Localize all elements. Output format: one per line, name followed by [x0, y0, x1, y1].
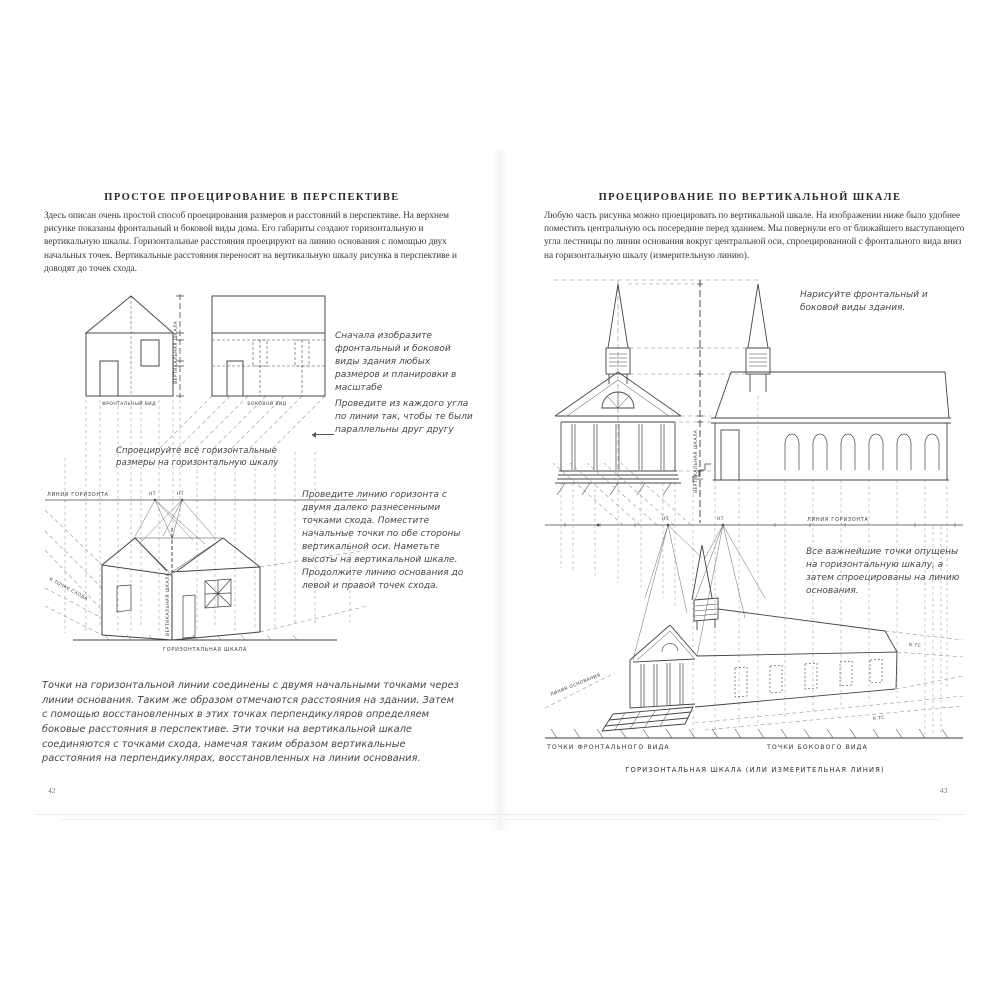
vertical-scale-top-label: ВЕРТИКАЛЬНАЯ ШКАЛА	[174, 320, 179, 384]
front-view-label: ФРОНТАЛЬНЫЙ ВИД	[102, 402, 156, 407]
page-edge-line-2	[60, 819, 940, 820]
left-nt-left-label: НТ	[149, 492, 156, 497]
right-rotation-diagonals	[553, 463, 691, 525]
left-perspective-house	[102, 538, 260, 640]
left-note-horizon: Проведите линию горизонта с двумя далеко разнесенными точками схода. Поместите начальные точки по обе стороны вертикальной оси. Наметьте высоты на вертикальной шкале. Продолжите линию основания до левой и правой точек схода.	[302, 490, 464, 592]
left-page-title: ПРОСТОЕ ПРОЕЦИРОВАНИЕ В ПЕРСПЕКТИВЕ	[104, 192, 400, 203]
left-nt-right-label: НТ	[177, 492, 184, 497]
base-line-label: ЛИНИЯ ОСНОВАНИЯ	[549, 673, 602, 698]
to-vanishing-point-label: К ТОЧКЕ СХОДА	[48, 577, 89, 602]
left-note-parallel-lines: Проведите из каждого угла по линии так, чтобы те были параллельны друг другу	[335, 399, 473, 436]
right-nt-left-label: НТ	[662, 517, 669, 522]
side-view-label: БОКОВОЙ ВИД	[247, 402, 287, 407]
left-page-intro: Здесь описан очень простой способ проецирования размеров и расстояний в перспективе. На верхнем рисунке показаны фронтальный и боковой виды дома. Его габариты создают горизонтальную и вертикальную шкалы. Горизонтальные расстояния проецируют на линию основания с помощью двух начальных точек. Вертикальные расстояния переносят на вертикальную шкалу рисунка в перспективе и доводят до точек схода.	[44, 211, 457, 274]
to-vp-label-lower: К ТС	[872, 715, 886, 722]
left-front-view-house	[86, 296, 173, 396]
left-page-footer: Точки на горизонтальной линии соединены с двумя начальными точками через линии основания. Таким же образом отмечаются расстояния на здании. Затем с помощью восстановленных в этих точках перпендикуляров определяем боковые расстояния в перспективе. Эти точки на вертикальной шкале соединяются с точками схода, намечая таким образом вертикальные расстояния на перпендикулярах, восстановленных на линии основания.	[42, 680, 459, 765]
left-horizontal-scale-label: ГОРИЗОНТАЛЬНАЯ ШКАЛА	[162, 647, 248, 653]
side-view-points-label: ТОЧКИ БОКОВОГО ВИДА	[767, 744, 868, 751]
right-horizon-label: ЛИНИЯ ГОРИЗОНТА	[807, 517, 869, 523]
right-vanishing-lines	[545, 631, 963, 730]
front-view-points-label: ТОЧКИ ФРОНТАЛЬНОГО ВИДА	[547, 744, 670, 751]
right-vertical-scale-label: ВЕРТИКАЛЬНАЯ ШКАЛА	[694, 429, 699, 493]
page-gutter	[492, 150, 508, 830]
right-nt-right-label: НТ	[717, 517, 724, 522]
right-note-points-dropped: Все важнейшие точки опущены на горизонтальную шкалу, а затем спроецированы на линию основания.	[806, 547, 960, 597]
left-horizon-label: ЛИНИЯ ГОРИЗОНТА	[47, 492, 109, 498]
left-starting-point-rays	[133, 500, 215, 544]
right-page-number: 43	[940, 786, 948, 795]
right-diagram-vertical-scale-projection	[545, 268, 965, 780]
left-diagonal-projection-lines	[160, 396, 325, 448]
right-horizontal-scale-label: ГОРИЗОНТАЛЬНАЯ ШКАЛА (ИЛИ ИЗМЕРИТЕЛЬНАЯ ЛИНИЯ)	[625, 766, 885, 774]
left-page-number: 42	[48, 786, 56, 795]
left-note-project-sizes: Спроецируйте все горизонтальные размеры на горизонтальную шкалу	[116, 446, 279, 469]
left-note-draw-views: Сначала изобразите фронтальный и боковой виды здания любых размеров и планировки в масштабе	[335, 331, 457, 394]
right-horizontal-projection-lines	[628, 284, 745, 471]
right-note-draw-views: Нарисуйте фронтальный и боковой виды здания.	[800, 290, 928, 314]
perspective-vertical-scale-label: ВЕРТИКАЛЬНАЯ ШКАЛА	[166, 572, 171, 636]
right-page-intro: Любую часть рисунка можно проецировать по вертикальной шкале. На изображении ниже было удобнее поместить центральную ось посередине перед зданием. Мы повернули его от ближайшего выступающего угла лестницы по линии основания вокруг центральной оси, спроецированной с фронтального вида вниз на горизонтальную шкалу (измерительную линию).	[544, 211, 965, 261]
to-vp-label-upper: К ТС	[908, 643, 922, 650]
right-horizon	[545, 523, 963, 527]
left-side-view-house	[212, 296, 325, 396]
annotation-arrow	[312, 434, 334, 435]
page-edge-line	[35, 814, 965, 815]
right-page-title: ПРОЕЦИРОВАНИЕ ПО ВЕРТИКАЛЬНОЙ ШКАЛЕ	[598, 192, 902, 203]
